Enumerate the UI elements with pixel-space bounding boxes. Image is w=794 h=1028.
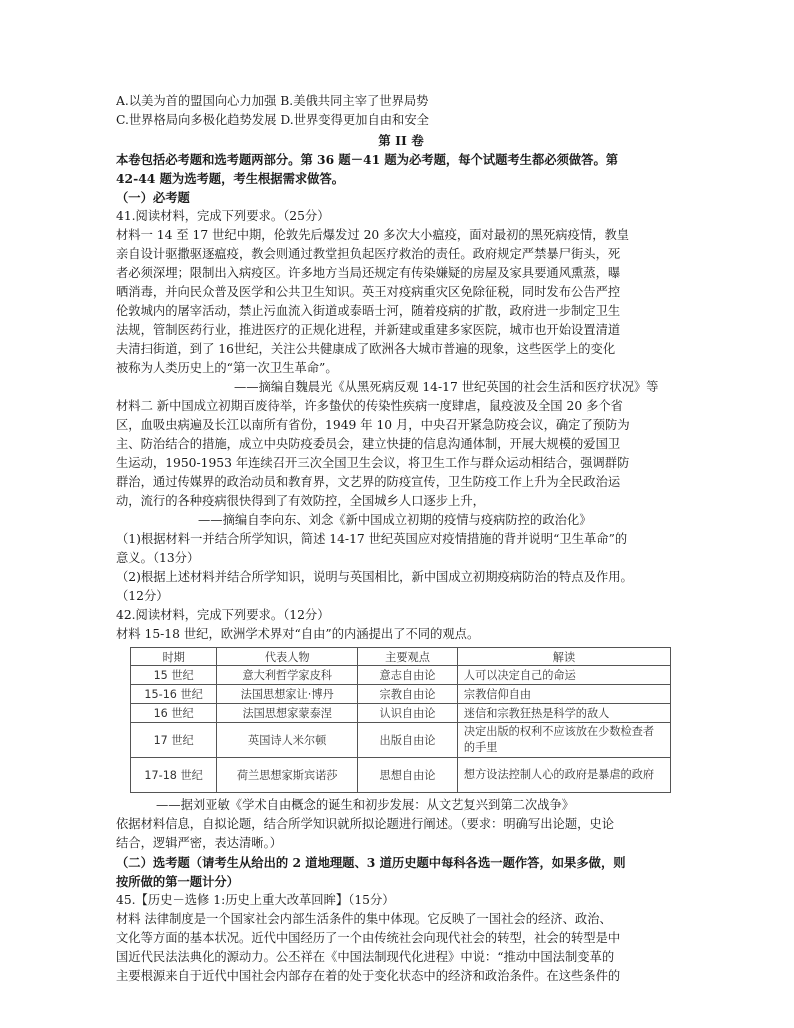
q41-material-1-line: 者必须深埋；限制出入病疫区。许多地方当局还规定有传染嫌疑的房屋及家具要通风熏蒸，曝 — [116, 266, 621, 280]
header-interpretation: 解读 — [457, 648, 670, 666]
cell-main-view: 出版自由论 — [358, 723, 458, 758]
volume-title: 第 II 卷 — [378, 133, 424, 148]
cell-period: 15 世纪 — [131, 666, 217, 685]
cell-period: 17-18 世纪 — [131, 758, 217, 793]
q41-material-2-line: 主、防治结合的措施，成立中央防疫委员会，建立快捷的信息沟通体制，开展大规模的爱国卫 — [116, 437, 621, 451]
elective-section-heading: （二）选考题（请考生从给出的 2 道地理题、3 道历史题中每科各选一题作答，如果多做，则 — [116, 855, 626, 870]
cell-interpretation: 人可以决定自己的命运 — [457, 666, 670, 685]
q41-source-1: ——摘编自魏晨光《从黑死病反观 14-17 世纪英国的社会生活和医疗状况》等 — [234, 380, 659, 394]
cell-representative: 法国思想家蒙泰涅 — [217, 704, 358, 723]
q41-material-2-line: 区，血吸虫病遍及长江以南所有省份，1949 年 10 月，中央召开紧急防疫会议，确定了预防为 — [116, 418, 630, 432]
required-section-heading: （一）必考题 — [116, 190, 190, 205]
table-row — [131, 685, 671, 704]
cell-main-view: 宗教自由论 — [358, 685, 458, 704]
q41-sub2-line: （2)根据上述材料并结合所学知识，说明与英国相比，新中国成立初期疫病防治的特点及作用。 — [116, 570, 633, 584]
exam-page — [116, 92, 686, 986]
q41-material-1-line: 晒消毒，并向民众普及医学和公共卫生知识。英王对疫病重灾区免除征税，同时发布公告严控 — [116, 285, 621, 299]
table-row — [131, 723, 671, 758]
table-row — [131, 758, 671, 793]
q42-source: ——据刘亚敏《学术自由概念的诞生和初步发展：从文艺复兴到第二次战争》 — [156, 798, 575, 812]
table-row — [131, 704, 671, 723]
cell-period: 15-16 世纪 — [131, 685, 217, 704]
instructions-line-1: 本卷包括必考题和选考题两部分。第 36 题－41 题为必考题，每个试题考生都必须做答。第 — [116, 152, 619, 167]
q41-material-2 — [116, 397, 686, 511]
q45-material-line: 材料 法律制度是一个国家社会内部生活条件的集中体现。它反映了一国社会的经济、政治、 — [116, 912, 612, 926]
q42-task-line: 结合，逻辑严密，表达清晰。） — [116, 836, 283, 850]
cell-main-view: 认识自由论 — [358, 704, 458, 723]
q42-stem: 42.阅读材料，完成下列要求。（12分） — [116, 608, 330, 622]
table-header-row — [131, 648, 671, 666]
q41-sub2-line: （12分） — [116, 589, 169, 603]
freedom-views-table — [130, 647, 671, 793]
q41-material-2-line: 群治，通过传媒界的政治动员和教育界，文艺界的防疫宣传，卫生防疫工作上升为全民政治运 — [116, 475, 621, 489]
elective-section-heading-cont: 按所做的第一题计分） — [116, 874, 239, 889]
q41-material-1-line: 被称为人类历史上的“第一次卫生革命”。 — [116, 361, 338, 375]
q41-sub1-line: 意义。（13分） — [116, 551, 200, 565]
q41-stem: 41.阅读材料，完成下列要求。（25分） — [116, 209, 330, 223]
q45-material-line: 文化等方面的基本状况。近代中国经历了一个由传统社会向现代社会的转型，社会的转型是中 — [116, 931, 621, 945]
option-line-cd: C.世界格局向多极化趋势发展 D.世界变得更加自由和安全 — [116, 113, 429, 127]
cell-interpretation: 宗教信仰自由 — [457, 685, 670, 704]
q41-material-2-line: 动，流行的各种疫病很快得到了有效防控，全国城乡人口逐步上升， — [116, 494, 485, 508]
q41-material-1-line: 伦敦城内的屠宰活动，禁止污血流入街道或泰晤士河，随着疫病的扩散，政府进一步制定卫生 — [116, 304, 621, 318]
cell-representative: 英国诗人米尔顿 — [217, 723, 358, 758]
cell-period: 17 世纪 — [131, 723, 217, 758]
cell-period: 16 世纪 — [131, 704, 217, 723]
q41-material-1-line: 法规，管制医药行业，推进医疗的正规化进程，并新建或重建多家医院，城市也开始设置清道 — [116, 323, 621, 337]
cell-main-view: 意志自由论 — [358, 666, 458, 685]
q41-material-1-line: 亲自设计驱撒驱逐瘟疫，教会则通过教堂担负起医疗救治的责任。政府规定严禁暴尸街头，死 — [116, 247, 621, 261]
q42-task-line: 依据材料信息，自拟论题，结合所学知识就所拟论题进行阐述。（要求：明确写出论题，史论 — [116, 817, 615, 831]
cell-representative: 法国思想家让·博丹 — [217, 685, 358, 704]
option-line-ab: A.以美为首的盟国向心力加强 B.美俄共同主宰了世界局势 — [116, 94, 429, 108]
instructions-line-2: 42-44 题为选考题，考生根据需求做答。 — [116, 171, 345, 186]
cell-main-view: 思想自由论 — [358, 758, 458, 793]
q41-source-2: ——摘编自李向东、刘念《新中国成立初期的疫情与疫病防控的政治化》 — [198, 513, 592, 527]
q41-material-1-line: 材料一 14 至 17 世纪中期，伦敦先后爆发过 20 多次大小瘟疫，面对最初的黑死病疫情，教皇 — [116, 228, 630, 242]
q41-sub1-line: （1)根据材料一并结合所学知识，简述 14-17 世纪英国应对疫情措施的背并说明“卫生革命”的 — [116, 532, 628, 546]
table-row — [131, 666, 671, 685]
q41-material-1-line: 夫清扫街道，到了 16世纪，关注公共健康成了欧洲各大城市普遍的现象，这些医学上的变化 — [116, 342, 616, 356]
q41-material-1 — [116, 226, 686, 378]
cell-interpretation: 决定出版的权利不应该放在少数检查者的手里 — [457, 723, 670, 758]
q45-material-line: 国近代民法法典化的源动力。公丕祥在《中国法制现代化进程》中说：“推动中国法制变革的 — [116, 950, 615, 964]
q45-stem: 45.【历史－选修 1:历史上重大改革回眸】（15分） — [116, 893, 395, 907]
q41-material-2-line: 生运动，1950-1953 年连续召开三次全国卫生会议，将卫生工作与群众运动相结合，强调群防 — [116, 456, 630, 470]
header-representative: 代表人物 — [217, 648, 358, 666]
cell-representative: 荷兰思想家斯宾诺莎 — [217, 758, 358, 793]
q45-material-line: 主要根源来自于近代中国社会内部存在着的处于变化状态中的经济和政治条件。在这些条件的 — [116, 969, 621, 983]
header-period: 时期 — [131, 648, 217, 666]
cell-interpretation: 想方设法控制人心的政府是暴虐的政府 — [457, 758, 670, 793]
q41-material-2-line: 材料二 新中国成立初期百废待举，许多蛰伏的传染性疾病一度肆虐，鼠疫波及全国 20 多个省 — [116, 399, 623, 413]
cell-interpretation: 迷信和宗教狂热是科学的敌人 — [457, 704, 670, 723]
header-main-view: 主要观点 — [358, 648, 458, 666]
q42-intro: 材料 15-18 世纪，欧洲学术界对“自由”的内涵提出了不同的观点。 — [116, 627, 480, 641]
cell-representative: 意大利哲学家皮科 — [217, 666, 358, 685]
